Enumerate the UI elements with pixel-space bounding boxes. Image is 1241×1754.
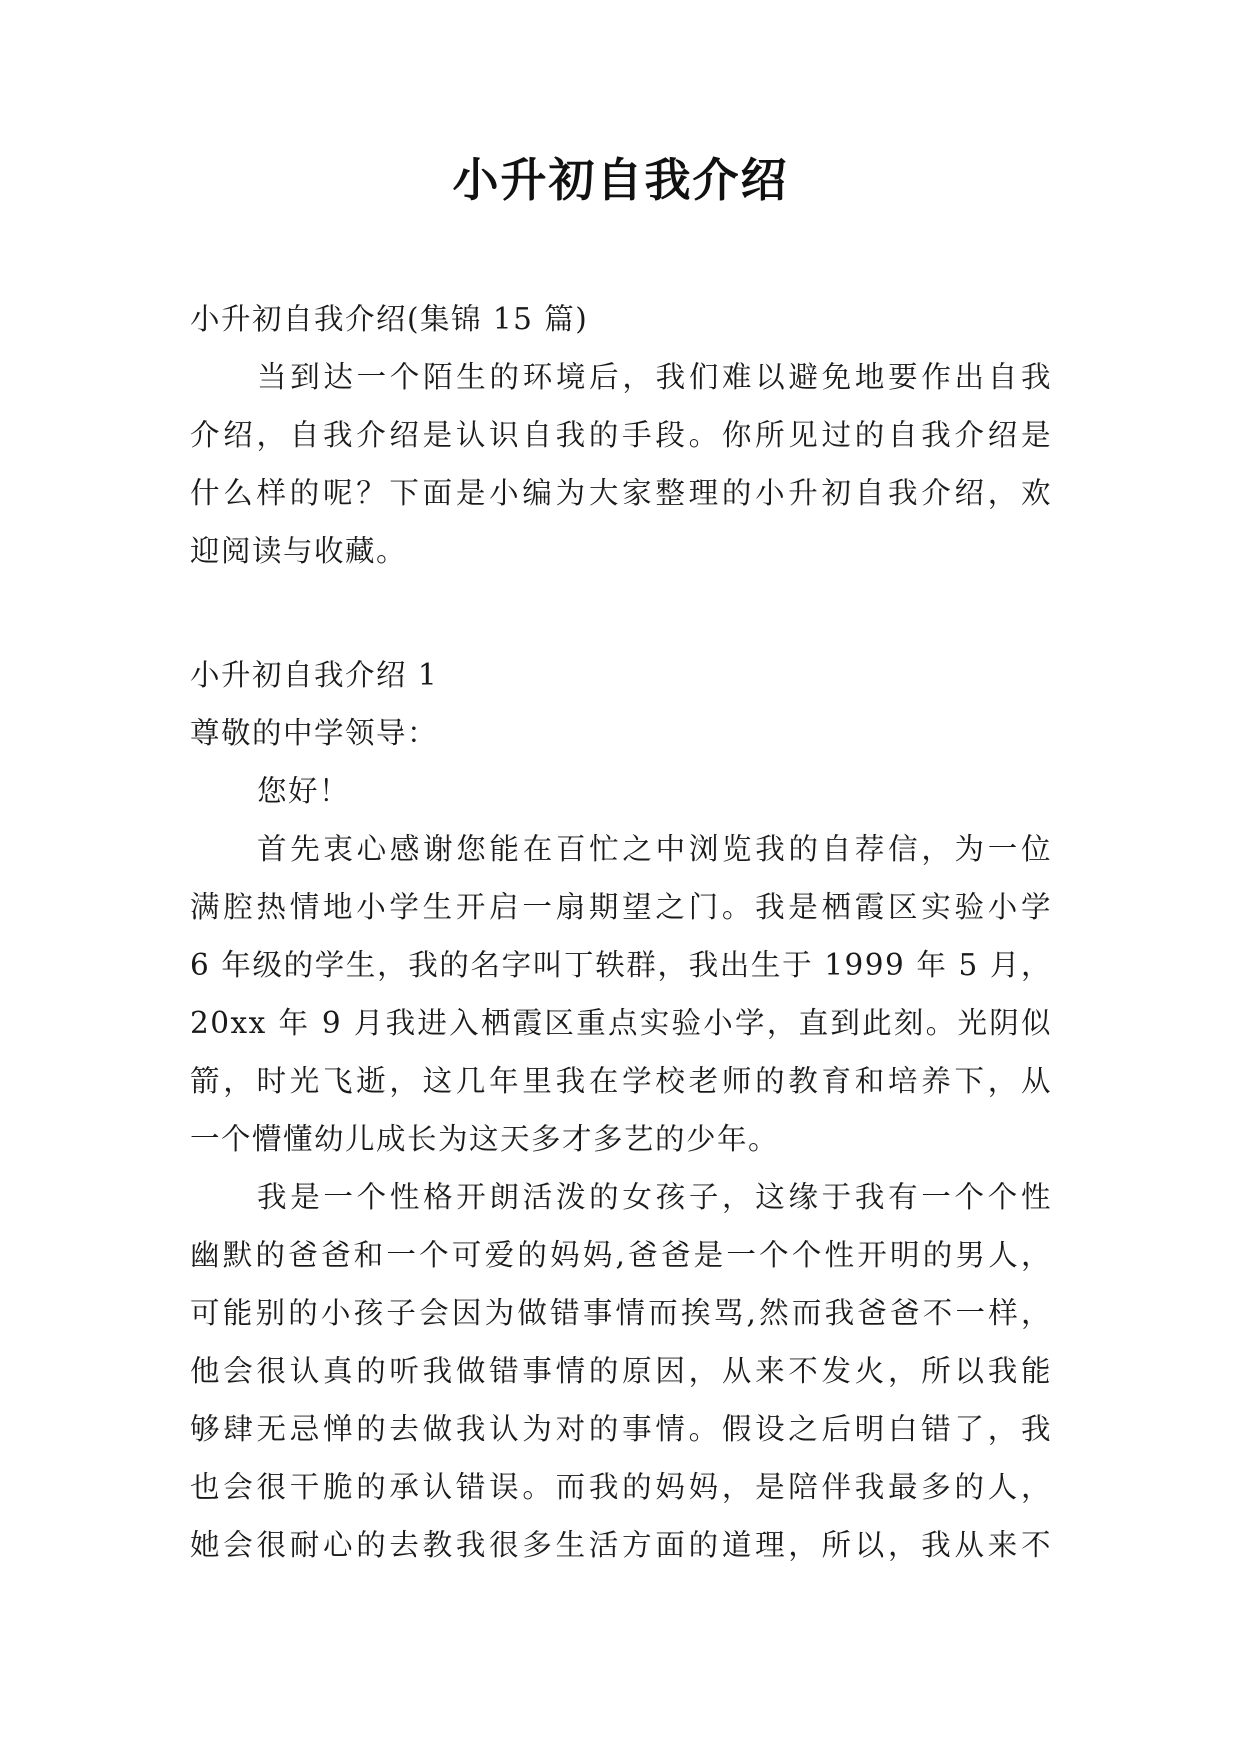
document-body bbox=[190, 290, 1052, 1574]
paragraph-line: 可能别的小孩子会因为做错事情而挨骂,然而我爸爸不一样， bbox=[190, 1296, 1052, 1330]
paragraph-line: 满腔热情地小学生开启一扇期望之门。我是栖霞区实验小学 bbox=[190, 890, 1052, 924]
intro-line: 什么样的呢？下面是小编为大家整理的小升初自我介绍，欢 bbox=[190, 476, 1052, 510]
salutation: 尊敬的中学领导： bbox=[190, 716, 439, 750]
section-spacer bbox=[190, 580, 1052, 646]
paragraph-line: 首先衷心感谢您能在百忙之中浏览我的自荐信，为一位 bbox=[257, 832, 1052, 866]
paragraph-line: 幽默的爸爸和一个可爱的妈妈,爸爸是一个个性开明的男人， bbox=[190, 1238, 1052, 1272]
paragraph-line: 他会很认真的听我做错事情的原因，从来不发火，所以我能 bbox=[190, 1354, 1052, 1388]
paragraph-line: 一个懵懂幼儿成长为这天多才多艺的少年。 bbox=[190, 1122, 780, 1156]
paragraph-line: 也会很干脆的承认错误。而我的妈妈，是陪伴我最多的人， bbox=[190, 1470, 1052, 1504]
document-subtitle: 小升初自我介绍(集锦 15 篇) bbox=[190, 302, 589, 336]
paragraph-line: 我是一个性格开朗活泼的女孩子，这缘于我有一个个性 bbox=[257, 1180, 1052, 1214]
paragraph-line: 她会很耐心的去教我很多生活方面的道理，所以，我从来不 bbox=[190, 1528, 1052, 1562]
greeting: 您好！ bbox=[257, 774, 351, 808]
section-heading: 小升初自我介绍 1 bbox=[190, 658, 439, 692]
document-title: 小升初自我介绍 bbox=[452, 153, 789, 207]
paragraph-line: 箭，时光飞逝，这几年里我在学校老师的教育和培养下，从 bbox=[190, 1064, 1052, 1098]
intro-line: 迎阅读与收藏。 bbox=[190, 534, 408, 568]
paragraph-line: 20xx 年 9 月我进入栖霞区重点实验小学，直到此刻。光阴似 bbox=[190, 1006, 1052, 1040]
intro-line: 当到达一个陌生的环境后，我们难以避免地要作出自我 bbox=[257, 360, 1052, 394]
intro-line: 介绍，自我介绍是认识自我的手段。你所见过的自我介绍是 bbox=[190, 418, 1052, 452]
paragraph-line: 6 年级的学生，我的名字叫丁轶群，我出生于 1999 年 5 月， bbox=[190, 948, 1052, 982]
paragraph-line: 够肆无忌惮的去做我认为对的事情。假设之后明白错了，我 bbox=[190, 1412, 1052, 1446]
